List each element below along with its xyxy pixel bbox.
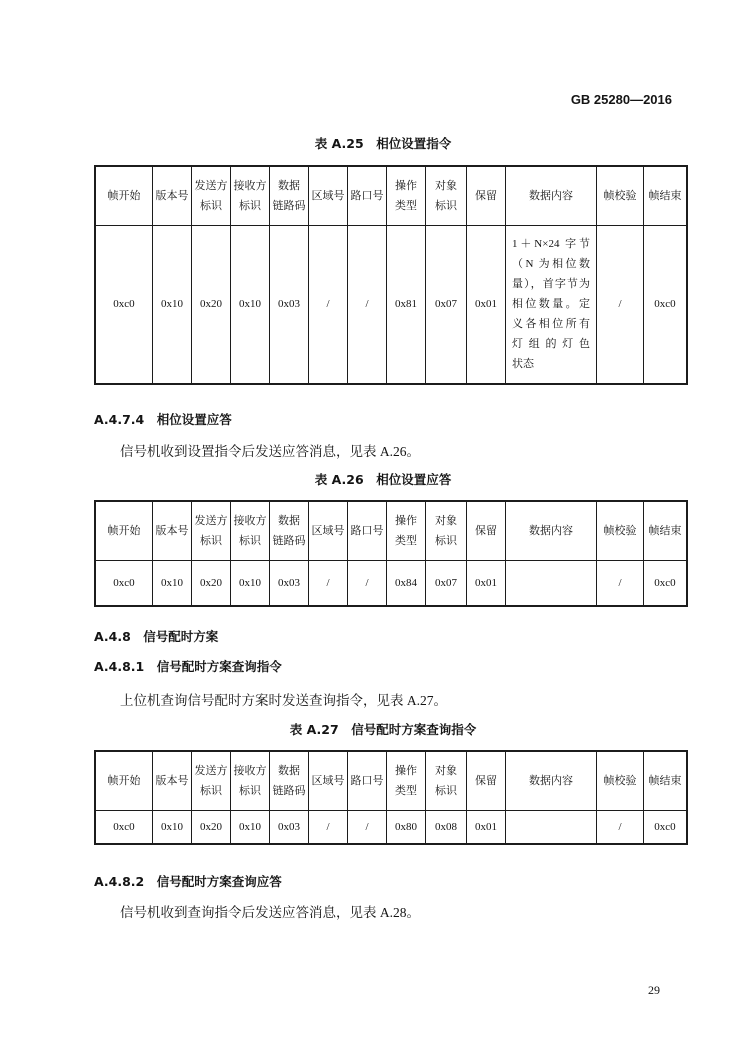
header-cell-text: 保留 [475, 524, 497, 537]
header-cell-link-code [270, 751, 309, 810]
data-cell-text: 0x10 [161, 298, 183, 311]
data-cell-frame-start [95, 225, 153, 384]
data-row [95, 560, 687, 606]
data-cell-checksum [597, 225, 644, 384]
data-cell-text: / [326, 820, 330, 833]
header-cell-checksum [597, 166, 644, 225]
header-cell-text: 帧开始 [107, 189, 141, 202]
standard-code: GB 25280—2016 [570, 92, 672, 107]
header-cell-junction-no [348, 166, 387, 225]
header-cell-receiver-id [231, 751, 270, 810]
data-cell-op-type [387, 225, 426, 384]
header-cell-text: 帧结束 [648, 524, 682, 537]
header-cell-text: 保留 [475, 774, 497, 787]
header-cell-text: 链路码 [272, 199, 306, 212]
header-cell-area-no [309, 501, 348, 560]
header-cell-text: 数据内容 [529, 524, 573, 537]
table-a26 [94, 500, 688, 607]
data-cell-text: 0x20 [200, 298, 222, 311]
header-cell-data-content [506, 501, 597, 560]
header-cell-object-id [426, 751, 467, 810]
data-cell-frame-end [644, 225, 688, 384]
data-cell-text: / [365, 576, 369, 589]
header-cell-sender-id [192, 501, 231, 560]
data-cell-area-no [309, 810, 348, 844]
section-heading-a4-8-2: A.4.8.2 信号配时方案查询应答 [94, 874, 282, 889]
data-cell-version [153, 560, 192, 606]
data-row [95, 225, 687, 384]
data-cell-text: 0xc0 [654, 298, 676, 311]
header-cell-reserved [467, 166, 506, 225]
header-cell-text: 发送方 [194, 764, 228, 777]
header-cell-frame-end [644, 751, 688, 810]
data-cell-data-content [506, 560, 597, 606]
header-cell-junction-no [348, 751, 387, 810]
data-cell-text: 0xc0 [654, 576, 676, 589]
header-cell-version [153, 751, 192, 810]
data-cell-text: 0x07 [435, 576, 457, 589]
header-cell-text: 路口号 [350, 774, 384, 787]
header-cell-text: 版本号 [155, 774, 189, 787]
header-cell-checksum [597, 751, 644, 810]
data-cell-text: 相位数量。定 [512, 298, 590, 311]
header-cell-text: 发送方 [194, 179, 228, 192]
header-cell-version [153, 501, 192, 560]
header-cell-object-id [426, 166, 467, 225]
header-row [95, 166, 687, 225]
data-cell-text: 0x08 [435, 820, 457, 833]
table-body [95, 225, 687, 384]
table-body [95, 560, 687, 606]
header-cell-text: 区域号 [311, 774, 345, 787]
data-cell-text: 0x03 [278, 298, 300, 311]
header-cell-receiver-id [231, 501, 270, 560]
header-cell-text: 链路码 [272, 784, 306, 797]
data-cell-frame-start [95, 810, 153, 844]
header-cell-text: 类型 [395, 199, 417, 212]
header-cell-text: 操作 [395, 514, 417, 527]
header-cell-text: 发送方 [194, 514, 228, 527]
data-cell-frame-end [644, 560, 688, 606]
data-cell-text: 0x84 [395, 576, 417, 589]
data-cell-text: 0x81 [395, 298, 417, 311]
data-cell-sender-id [192, 225, 231, 384]
data-cell-text: / [618, 298, 622, 311]
data-row [95, 810, 687, 844]
header-cell-frame-start [95, 166, 153, 225]
data-cell-op-type [387, 810, 426, 844]
header-cell-frame-end [644, 166, 688, 225]
data-cell-link-code [270, 810, 309, 844]
data-cell-reserved [467, 225, 506, 384]
data-cell-text: 0x10 [239, 576, 261, 589]
data-cell-frame-end [644, 810, 688, 844]
header-cell-frame-start [95, 501, 153, 560]
table-head [95, 166, 687, 225]
data-cell-junction-no [348, 225, 387, 384]
section-heading-a4-8-1: A.4.8.1 信号配时方案查询指令 [94, 659, 282, 674]
table-caption-a27: 表 A.27 信号配时方案查询指令 [289, 722, 477, 737]
data-cell-text: 0x20 [200, 576, 222, 589]
data-cell-data-content [506, 225, 597, 384]
header-cell-text: 操作 [395, 179, 417, 192]
header-cell-text: 数据 [278, 179, 300, 192]
header-cell-text: 类型 [395, 784, 417, 797]
data-cell-text: 0x03 [278, 820, 300, 833]
header-cell-sender-id [192, 751, 231, 810]
header-cell-text: 操作 [395, 764, 417, 777]
data-cell-text: 0xc0 [654, 820, 676, 833]
data-cell-text: 0xc0 [113, 820, 135, 833]
header-cell-text: 接收方 [233, 514, 267, 527]
data-cell-link-code [270, 560, 309, 606]
section-paragraph-a4-8-2: 信号机收到查询指令后发送应答消息，见表 A.28。 [120, 905, 420, 920]
header-cell-text: 对象 [435, 764, 457, 777]
header-cell-text: 版本号 [155, 189, 189, 202]
header-cell-text: 接收方 [233, 764, 267, 777]
data-cell-text: / [365, 820, 369, 833]
header-cell-frame-end [644, 501, 688, 560]
header-cell-reserved [467, 501, 506, 560]
data-cell-reserved [467, 560, 506, 606]
page-number: 29 [648, 983, 660, 997]
header-cell-link-code [270, 166, 309, 225]
table-head [95, 501, 687, 560]
data-cell-text: 0xc0 [113, 576, 135, 589]
data-cell-junction-no [348, 810, 387, 844]
data-cell-text: 量），首字节为 [512, 278, 590, 291]
header-cell-reserved [467, 751, 506, 810]
header-cell-text: 标识 [200, 534, 222, 547]
data-cell-receiver-id [231, 560, 270, 606]
data-cell-area-no [309, 560, 348, 606]
header-cell-version [153, 166, 192, 225]
data-cell-text: （N 为相位数 [512, 258, 590, 271]
header-cell-text: 帧校验 [603, 774, 637, 787]
data-cell-object-id [426, 810, 467, 844]
data-cell-text: / [326, 298, 330, 311]
header-cell-text: 标识 [435, 534, 457, 547]
header-cell-text: 接收方 [233, 179, 267, 192]
header-cell-op-type [387, 751, 426, 810]
header-cell-text: 区域号 [311, 189, 345, 202]
data-cell-object-id [426, 225, 467, 384]
data-cell-text: / [365, 298, 369, 311]
data-cell-text: 0x10 [161, 820, 183, 833]
header-cell-link-code [270, 501, 309, 560]
data-cell-text: 义各相位所有 [512, 318, 590, 331]
header-cell-text: 帧校验 [603, 524, 637, 537]
header-cell-text: 对象 [435, 514, 457, 527]
data-cell-reserved [467, 810, 506, 844]
data-cell-text: 0x10 [239, 298, 261, 311]
header-cell-text: 数据 [278, 514, 300, 527]
header-cell-text: 链路码 [272, 534, 306, 547]
header-cell-data-content [506, 166, 597, 225]
table-a27 [94, 750, 688, 845]
data-cell-text: 0xc0 [113, 298, 135, 311]
table-caption-a26: 表 A.26 相位设置应答 [314, 472, 452, 487]
data-cell-text: 状态 [512, 358, 534, 371]
header-cell-text: 标识 [239, 534, 261, 547]
header-cell-text: 标识 [239, 199, 261, 212]
data-cell-frame-start [95, 560, 153, 606]
header-cell-text: 数据 [278, 764, 300, 777]
data-cell-version [153, 810, 192, 844]
data-cell-object-id [426, 560, 467, 606]
data-cell-junction-no [348, 560, 387, 606]
data-cell-text: 0x20 [200, 820, 222, 833]
data-cell-text: 1＋N×24 字节 [512, 238, 590, 251]
header-cell-text: 数据内容 [529, 189, 573, 202]
section-paragraph-a4-7-4: 信号机收到设置指令后发送应答消息，见表 A.26。 [120, 444, 420, 459]
table-a25 [94, 165, 688, 385]
header-cell-text: 区域号 [311, 524, 345, 537]
section-heading-a4-7-4: A.4.7.4 相位设置应答 [94, 412, 232, 427]
data-cell-area-no [309, 225, 348, 384]
data-cell-checksum [597, 810, 644, 844]
header-cell-text: 标识 [200, 784, 222, 797]
header-cell-text: 帧结束 [648, 189, 682, 202]
header-cell-text: 帧开始 [107, 524, 141, 537]
header-cell-text: 路口号 [350, 189, 384, 202]
data-cell-checksum [597, 560, 644, 606]
header-cell-checksum [597, 501, 644, 560]
data-cell-text: / [618, 576, 622, 589]
header-cell-text: 标识 [435, 199, 457, 212]
header-row [95, 501, 687, 560]
header-cell-text: 保留 [475, 189, 497, 202]
data-cell-text: / [618, 820, 622, 833]
header-cell-text: 数据内容 [529, 774, 573, 787]
header-cell-text: 对象 [435, 179, 457, 192]
header-cell-text: 帧开始 [107, 774, 141, 787]
header-cell-frame-start [95, 751, 153, 810]
data-cell-text: 0x10 [239, 820, 261, 833]
header-cell-receiver-id [231, 166, 270, 225]
table-body [95, 810, 687, 844]
header-cell-text: 帧校验 [603, 189, 637, 202]
header-cell-text: 帧结束 [648, 774, 682, 787]
header-cell-text: 路口号 [350, 524, 384, 537]
data-cell-version [153, 225, 192, 384]
section-paragraph-a4-8-1: 上位机查询信号配时方案时发送查询指令，见表 A.27。 [120, 693, 447, 708]
header-cell-sender-id [192, 166, 231, 225]
header-cell-text: 标识 [200, 199, 222, 212]
data-cell-receiver-id [231, 810, 270, 844]
data-cell-text: 0x80 [395, 820, 417, 833]
data-cell-text: 灯组的灯色 [512, 338, 590, 351]
data-cell-sender-id [192, 560, 231, 606]
table-head [95, 751, 687, 810]
header-cell-op-type [387, 501, 426, 560]
header-cell-text: 版本号 [155, 524, 189, 537]
data-cell-text: 0x10 [161, 576, 183, 589]
header-cell-data-content [506, 751, 597, 810]
section-heading-a4-8: A.4.8 信号配时方案 [94, 629, 219, 644]
header-row [95, 751, 687, 810]
header-cell-area-no [309, 166, 348, 225]
data-cell-text: 0x01 [475, 820, 497, 833]
header-cell-area-no [309, 751, 348, 810]
header-cell-text: 类型 [395, 534, 417, 547]
data-cell-data-content [506, 810, 597, 844]
header-cell-junction-no [348, 501, 387, 560]
header-cell-text: 标识 [435, 784, 457, 797]
data-cell-text: 0x03 [278, 576, 300, 589]
header-cell-op-type [387, 166, 426, 225]
data-cell-text: 0x01 [475, 576, 497, 589]
header-cell-object-id [426, 501, 467, 560]
data-cell-text: / [326, 576, 330, 589]
header-cell-text: 标识 [239, 784, 261, 797]
data-cell-text: 0x01 [475, 298, 497, 311]
data-cell-link-code [270, 225, 309, 384]
data-cell-op-type [387, 560, 426, 606]
data-cell-sender-id [192, 810, 231, 844]
data-cell-text: 0x07 [435, 298, 457, 311]
table-caption-a25: 表 A.25 相位设置指令 [314, 136, 452, 151]
data-cell-receiver-id [231, 225, 270, 384]
